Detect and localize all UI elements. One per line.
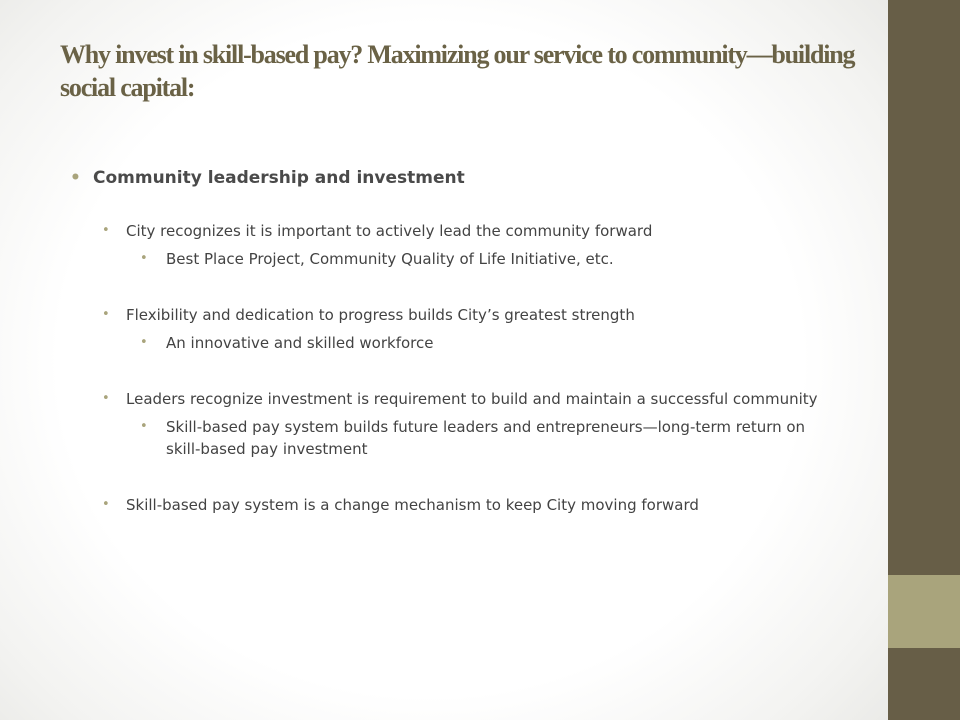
bullet-text: City recognizes it is important to actively lead the community forward [126, 222, 653, 240]
bullet-text: Leaders recognize investment is requirement to build and maintain a successful community [126, 390, 818, 408]
bullet-level2 [60, 388, 820, 410]
bullet-list [60, 166, 820, 516]
bullet-dot-icon: • [140, 419, 148, 434]
bullet-level3 [60, 332, 820, 354]
bullet-dot-icon: • [102, 497, 110, 512]
bullet-text: Community leadership and investment [93, 168, 465, 188]
bullet-text: Skill-based pay system is a change mechanism to keep City moving forward [126, 496, 699, 514]
bullet-dot-icon: • [70, 168, 81, 188]
bullet-dot-icon: • [102, 391, 110, 406]
bullet-text: Skill-based pay system builds future leaders and entrepreneurs—long-term return on skill-based pay investment [166, 418, 806, 458]
bullet-dot-icon: • [102, 307, 110, 322]
bullet-level3 [60, 416, 820, 460]
bullet-text: Best Place Project, Community Quality of Life Initiative, etc. [166, 250, 614, 268]
bullet-level3 [60, 248, 820, 270]
bullet-level2 [60, 304, 820, 326]
slide-title: Why invest in skill-based pay? Maximizing our service to community—building social capital: [60, 40, 855, 102]
bullet-level2 [60, 494, 820, 516]
bullet-dot-icon: • [102, 223, 110, 238]
bullet-dot-icon: • [140, 335, 148, 350]
right-accent-block [888, 575, 960, 648]
bullet-text: Flexibility and dedication to progress builds City’s greatest strength [126, 306, 635, 324]
bullet-level2 [60, 220, 820, 242]
bullet-text: An innovative and skilled workforce [166, 334, 434, 352]
bullet-dot-icon: • [140, 251, 148, 266]
bullet-level1 [60, 166, 820, 190]
